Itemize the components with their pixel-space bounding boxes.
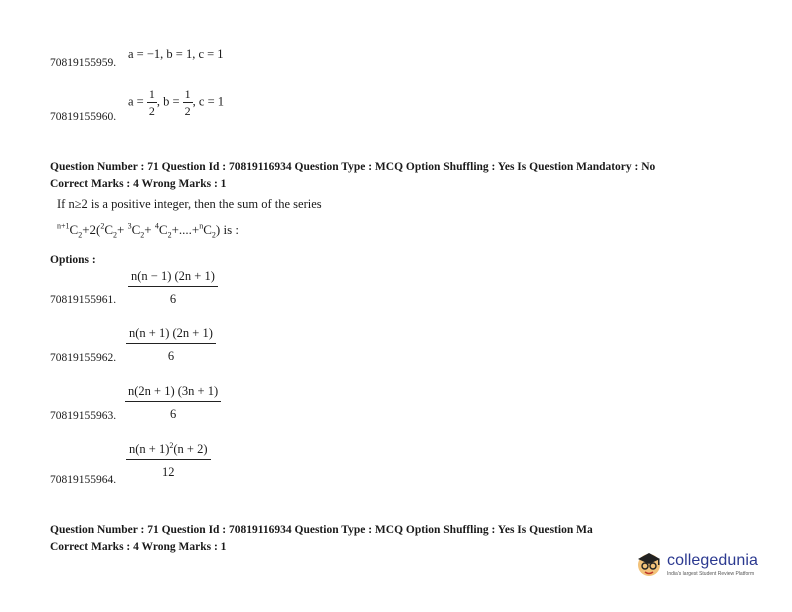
question-header: Question Number : 71 Question Id : 70819116934 Question Type : MCQ Option Shuffling : Yes Is Question Mandatory : No xyxy=(50,161,656,173)
option-fraction: $\frac{n(n + 1) (2n + 1)}{6}$ xyxy=(126,327,216,363)
option-fraction: $\frac{n(n - 1) (2n + 1)}{6}$ xyxy=(128,270,218,306)
next-question-marks: Correct Marks : 4 Wrong Marks : 1 xyxy=(50,541,227,553)
option-expression: a = $\frac{1}{2}$ , b = $\frac{1}{2}$ , c = 1 xyxy=(128,87,225,118)
next-question-header: Question Number : 71 Question Id : 70819116934 Question Type : MCQ Option Shuffling : Yes Is Question Ma xyxy=(50,524,593,536)
question-marks: Correct Marks : 4 Wrong Marks : 1 xyxy=(50,178,227,190)
option-id: 70819155964. xyxy=(50,474,117,486)
options-label: Options : xyxy=(50,254,96,266)
question-text: If n≥2 is a positive integer, then the sum of the series xyxy=(57,197,322,211)
option-fraction: $\frac{n(2n + 1) (3n + 1)}{6}$ xyxy=(125,385,221,421)
graduate-mascot-icon xyxy=(634,548,664,578)
option-id: 70819155959. xyxy=(50,57,117,69)
series-expression: $^{n+1}C_2+2(^2C_2+ ^3C_2+ ^4C_2+....+^nC_2)$ is : xyxy=(57,221,240,240)
option-expression: a = −1, b = 1, c = 1 xyxy=(128,47,224,61)
option-fraction: $\frac{n(n + 1)^2(n + 2)}{12}$ xyxy=(126,443,211,479)
option-id: 70819155963. xyxy=(50,410,117,422)
option-id: 70819155961. xyxy=(50,294,117,306)
option-id: 70819155962. xyxy=(50,352,117,364)
collegedunia-logo: collegedunia India's largest Student Review Platform xyxy=(667,552,759,577)
option-id: 70819155960. xyxy=(50,111,117,123)
